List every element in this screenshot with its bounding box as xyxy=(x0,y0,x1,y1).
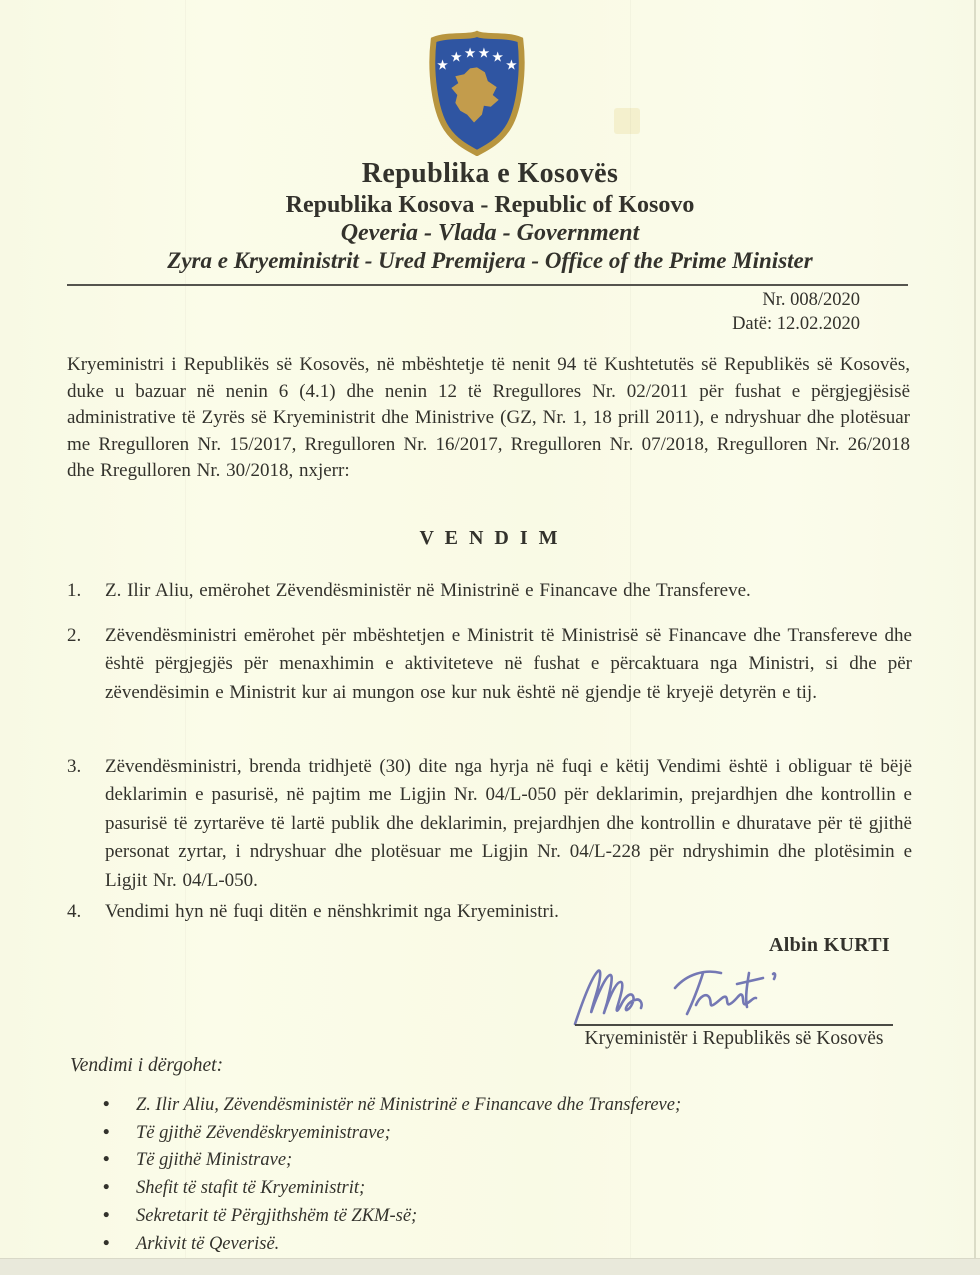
header-republic-translations: Republika Kosova - Republic of Kosovo xyxy=(285,192,695,218)
kosovo-coat-of-arms-icon xyxy=(421,28,533,156)
signature-stroke-first-name xyxy=(575,971,642,1024)
document-date: Datë: 12.02.2020 xyxy=(732,313,860,334)
decision-item-text: Z. Ilir Aliu, emërohet Zëvendësministër në Ministrinë e Financave dhe Transfereve. xyxy=(105,580,751,601)
distribution-item xyxy=(103,1092,681,1120)
distribution-item-text: Sekretarit të Përgjithshëm të ZKM-së; xyxy=(136,1205,418,1226)
signature-stroke-apostrophe xyxy=(773,973,775,979)
distribution-item-text: Z. Ilir Aliu, Zëvendësministër në Ministrinë e Financave dhe Transfereve; xyxy=(136,1095,682,1115)
star-icon: ★ xyxy=(491,49,504,66)
distribution-item xyxy=(103,1175,681,1203)
document-number: Nr. 008/2020 xyxy=(762,290,860,310)
decision-item-number: 2. xyxy=(67,625,82,646)
decision-item xyxy=(67,622,912,707)
handwritten-signature-icon xyxy=(563,960,813,1028)
scan-seam-artifact xyxy=(630,0,631,1275)
star-icon: ★ xyxy=(436,57,449,74)
decision-item-text: Zëvendësministri emërohet për mbështetjen e Ministrit të Ministrisë së Financave dhe Transfereve dhe është përgjegjës për menaxhimin e aktiviteteve në fushat e përcaktuara nga Ministri, si dhe për zëvendësimin e Ministrit kur ai mungon ose kur nuk është në gjendje të kryejë detyrën e tij. xyxy=(105,625,912,703)
distribution-item xyxy=(103,1147,681,1175)
decision-item xyxy=(67,898,912,926)
distribution-item xyxy=(103,1231,681,1259)
distribution-item-text: Të gjithë Ministrave; xyxy=(136,1150,293,1171)
document-meta xyxy=(732,289,860,336)
signature-stroke-last-name xyxy=(675,972,756,1014)
header-office-line: Zyra e Kryeministrit - Ured Premijera - Office of the Prime Minister xyxy=(167,248,813,273)
signatory-title: Kryeministër i Republikës së Kosovës xyxy=(584,1028,884,1049)
emblem-svg xyxy=(421,28,533,156)
star-icon: ★ xyxy=(463,45,477,62)
decision-item-number: 4. xyxy=(67,901,82,922)
distribution-item xyxy=(103,1203,681,1231)
star-icon: ★ xyxy=(477,45,491,62)
decision-title: V E N D I M xyxy=(419,527,561,549)
star-icon: ★ xyxy=(505,57,518,74)
decision-item-text: Vendimi hyn në fuqi ditën e nënshkrimit nga Kryeministri. xyxy=(105,901,559,922)
scan-smudge-artifact xyxy=(614,108,640,134)
decision-item-number: 3. xyxy=(67,756,82,777)
scan-right-edge-artifact xyxy=(974,0,976,1275)
scan-seam-artifact xyxy=(185,0,186,1275)
scan-bottom-edge-artifact xyxy=(0,1258,980,1275)
signatory-name: Albin KURTI xyxy=(769,934,890,956)
header-divider xyxy=(67,284,908,286)
decision-item-number: 1. xyxy=(67,580,82,601)
header-government-line: Qeveria - Vlada - Government xyxy=(340,220,640,246)
distribution-list xyxy=(103,1092,681,1258)
distribution-item-text: Shefit të stafit të Kryeministrit; xyxy=(136,1178,366,1199)
decision-item-text: Zëvendësministri, brenda tridhjetë (30) dite nga hyrja në fuqi e këtij Vendimi është i obliguar të bëjë deklarimin e pasurisë, në pajtim me Ligjin Nr. 04/L-050 për deklarimin, prejardhjen dhe kontrollin e pasurisë të zyrtarëve të lartë publik dhe deklarimin, prejardhjen dhe kontrollin e dhuratave për të gjithë personat zyrtar, i ndryshuar dhe plotësuar me Ligjin Nr. 04/L-228 për ndryshimin dhe plotësimin e Ligjit Nr. 04/L-050. xyxy=(105,756,912,891)
preamble-paragraph: Kryeministri i Republikës së Kosovës, në mbështetje të nenit 94 të Kushtetutës së Republikës së Kosovës, duke u bazuar në nenin 6 (4.1) dhe nenin 12 të Rregullores Nr. 02/2011 për fushat e përgjegjësisë administrative të Zyrës së Kryeministrit dhe Ministrive (GZ, Nr. 1, 18 prill 2011), e ndryshuar dhe plotësuar me Rregulloren Nr. 15/2017, Rregulloren Nr. 16/2017, Rregulloren Nr. 07/2018, Rregulloren Nr. 26/2018 dhe Rregulloren Nr. 30/2018, nxjerr: xyxy=(67,354,910,482)
distribution-item xyxy=(103,1120,681,1148)
signature-line xyxy=(575,1024,893,1026)
distribution-item-text: Të gjithë Zëvendëskryeministrave; xyxy=(136,1122,391,1143)
star-icon: ★ xyxy=(450,49,463,66)
distribution-item-text: Arkivit të Qeverisë. xyxy=(136,1233,280,1254)
decision-item xyxy=(67,577,912,605)
decision-item xyxy=(67,753,912,895)
distribution-heading: Vendimi i dërgohet: xyxy=(70,1055,224,1076)
header-republic-name: Republika e Kosovës xyxy=(361,158,619,189)
